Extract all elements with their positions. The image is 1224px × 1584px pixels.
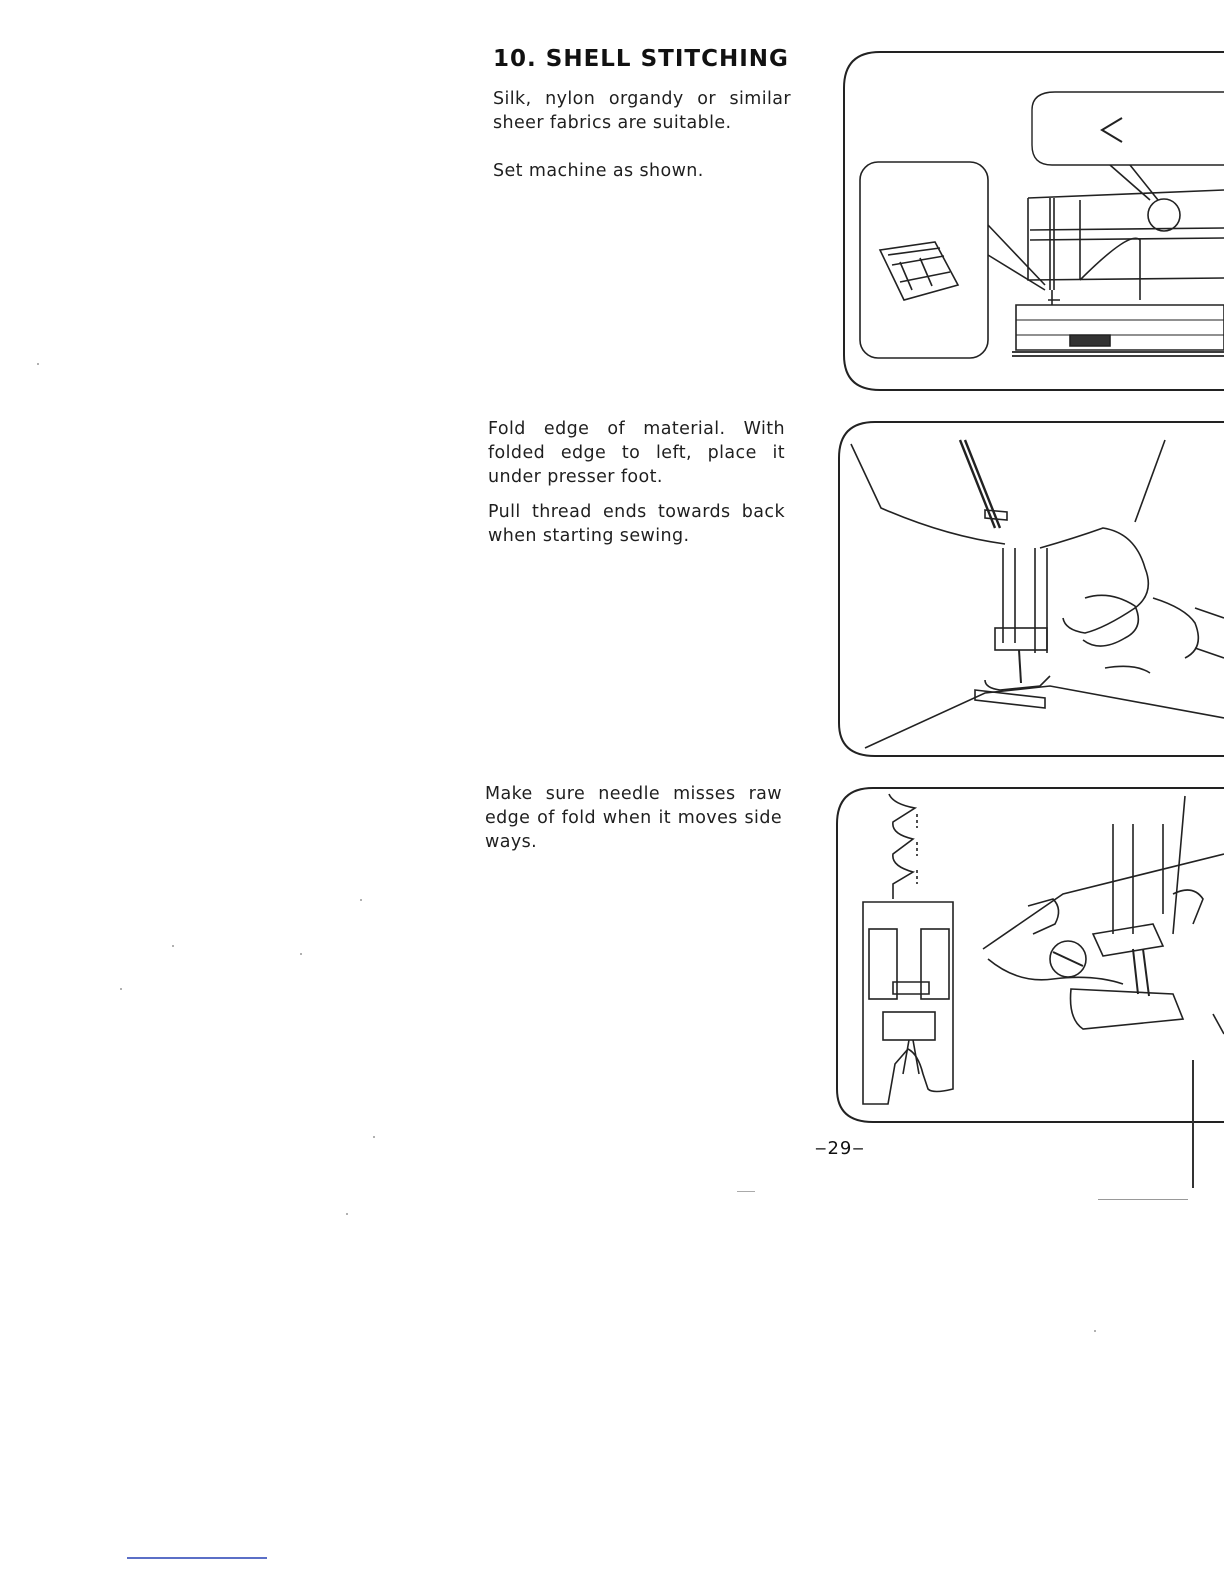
step-1-paragraph-2: Set machine as shown. bbox=[493, 161, 704, 181]
step-3-paragraph-1: Make sure needle misses raw edge of fold when it moves side ways. bbox=[485, 784, 782, 852]
step-1-paragraph-1: Silk, nylon organdy or similar sheer fabrics are suitable. bbox=[493, 89, 791, 133]
scan-speck bbox=[373, 1136, 375, 1138]
footer-line bbox=[127, 1557, 267, 1559]
needle-position-illustration bbox=[833, 784, 1224, 1124]
step-2-paragraph-1: Fold edge of material. With folded edge to left, place it under presser foot. bbox=[488, 419, 785, 487]
scan-speck bbox=[1094, 1330, 1096, 1332]
machine-setting-illustration bbox=[840, 50, 1224, 396]
scan-speck bbox=[172, 945, 174, 947]
scan-speck bbox=[346, 1213, 348, 1215]
section-title: 10. SHELL STITCHING bbox=[493, 46, 789, 72]
fabric-placement-illustration bbox=[835, 418, 1224, 760]
step-2-paragraph-2: Pull thread ends towards back when starting sewing. bbox=[488, 502, 785, 546]
scan-speck bbox=[37, 363, 39, 365]
step-1-text bbox=[493, 87, 791, 183]
scan-speck bbox=[300, 953, 302, 955]
step-3-text bbox=[485, 782, 782, 854]
scan-speck bbox=[360, 899, 362, 901]
scan-speck bbox=[120, 988, 122, 990]
edge-rule bbox=[1192, 1060, 1194, 1188]
scan-speck bbox=[1098, 1199, 1188, 1200]
scan-speck bbox=[737, 1191, 755, 1192]
step-2-text bbox=[488, 417, 785, 548]
page-number: ‒29‒ bbox=[815, 1138, 865, 1159]
